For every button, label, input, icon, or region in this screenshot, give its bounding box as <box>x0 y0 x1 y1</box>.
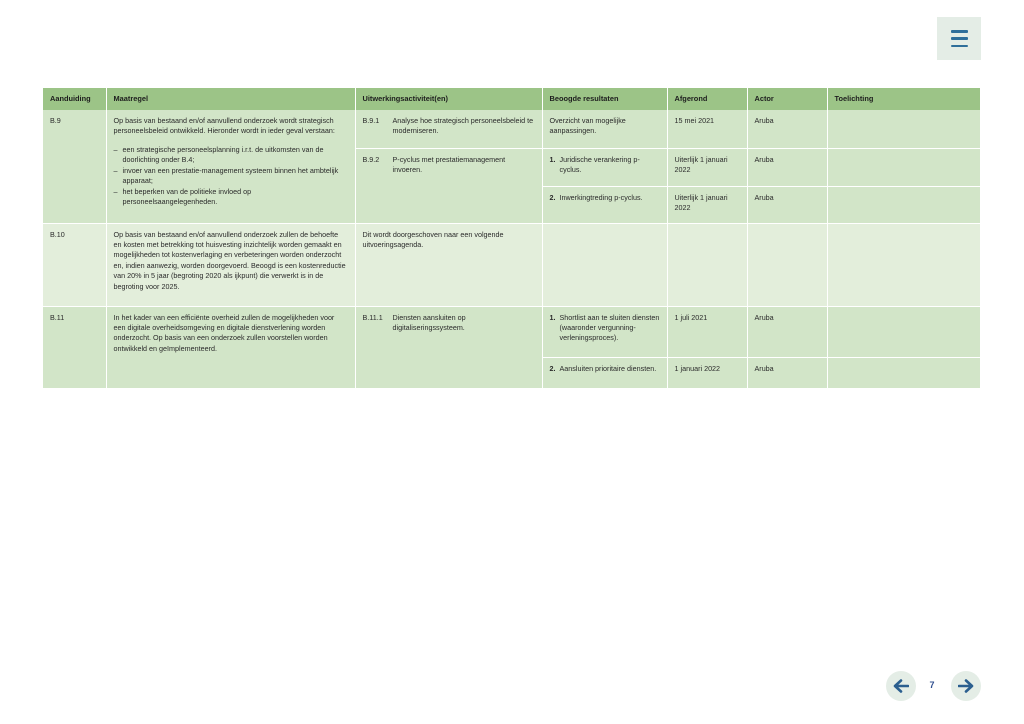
note-cell <box>827 186 980 223</box>
code-cell: B.9 <box>43 110 106 223</box>
actor-cell: Aruba <box>747 306 827 357</box>
activity-text: Diensten aansluiten op digitaliseringssysteem. <box>392 312 466 332</box>
result-cell: Overzicht van mogelijke aanpassingen. <box>542 110 667 148</box>
actor-cell: Aruba <box>747 110 827 148</box>
done-cell: 1 januari 2022 <box>667 357 747 388</box>
result-cell <box>542 223 667 306</box>
list-item: – een strategische personeelsplanning i.r.t. de uitkomsten van de doorlichting onder B.4; <box>114 145 348 166</box>
result-cell <box>542 186 667 223</box>
result-number: 2. <box>549 363 556 373</box>
measure-cell: Op basis van bestaand en/of aanvullend onderzoek zullen de behoefte en kosten met betrekking tot huisvesting inzichtelijk worden gemaakt en mogelijkheden tot kostenverlaging en verbeteringen worden onderzocht en, indien aanwezig, worden doorgevoerd. Beoogd is een kostenreductie van 20% in 5 jaar (begroting 2020 als ijkpunt) die verwerkt is in de begroting voor 2025. <box>106 223 355 306</box>
result-text: Inwerkingtreding p-cyclus. <box>559 192 643 202</box>
measure-list <box>114 145 348 208</box>
actor-cell: Aruba <box>747 186 827 223</box>
table-header-row <box>43 88 980 110</box>
page-number: 7 <box>929 680 935 690</box>
next-page-button[interactable] <box>951 671 981 701</box>
activity-cell <box>355 306 542 388</box>
note-cell <box>827 357 980 388</box>
arrow-left-icon <box>893 679 909 693</box>
table-row <box>43 110 980 148</box>
result-text: Aansluiten prioritaire diensten. <box>559 363 657 373</box>
measures-table <box>43 88 981 389</box>
actor-cell: Aruba <box>747 148 827 186</box>
arrow-right-icon <box>958 679 974 693</box>
actor-cell <box>747 223 827 306</box>
done-cell <box>667 223 747 306</box>
activity-cell <box>355 148 542 223</box>
code-cell: B.11 <box>43 306 106 388</box>
measure-text: Op basis van bestaand en/of aanvullend onderzoek wordt strategisch personeelsbeleid ontwikkeld. Hieronder wordt in ieder geval verstaan: <box>113 116 335 136</box>
done-cell: 15 mei 2021 <box>667 110 747 148</box>
header-toelichting: Toelichting <box>827 88 980 110</box>
result-text: Juridische verankering p-cyclus. <box>559 154 640 174</box>
menu-button[interactable] <box>937 17 981 60</box>
hamburger-menu-icon <box>951 30 968 47</box>
activity-number: B.9.2 <box>362 154 380 164</box>
table-row <box>43 306 980 357</box>
result-number: 1. <box>549 154 556 164</box>
done-cell: Uiterlijk 1 januari 2022 <box>667 148 747 186</box>
note-cell <box>827 148 980 186</box>
done-cell: Uiterlijk 1 januari 2022 <box>667 186 747 223</box>
result-number: 2. <box>549 192 556 202</box>
note-cell <box>827 306 980 357</box>
header-actor: Actor <box>747 88 827 110</box>
list-item: – invoer van een prestatie-management systeem binnen het ambtelijk apparaat; <box>114 166 348 187</box>
activity-text: P-cyclus met prestatiemanagement invoeren. <box>392 154 506 174</box>
header-uitwerkingsactiviteiten: Uitwerkingsactiviteit(en) <box>355 88 542 110</box>
measure-cell: In het kader van een efficiënte overheid zullen de mogelijkheden voor een digitale overheidsomgeving en digitale dienstverlening worden onderzocht. Op basis van een onderzoek zullen voorstellen worden ontwikkeld en geïmplementeerd. <box>106 306 355 388</box>
activity-cell: Dit wordt doorgeschoven naar een volgende uitvoeringsagenda. <box>355 223 542 306</box>
previous-page-button[interactable] <box>886 671 916 701</box>
header-beoogde-resultaten: Beoogde resultaten <box>542 88 667 110</box>
note-cell <box>827 110 980 148</box>
activity-number: B.9.1 <box>362 116 380 125</box>
header-aanduiding: Aanduiding <box>43 88 106 110</box>
list-item: – het beperken van de politieke invloed op personeelsaangelegenheden. <box>114 187 348 208</box>
result-text: Shortlist aan te sluiten diensten (waaronder vergunning-verleningsproces). <box>559 312 660 343</box>
result-number: 1. <box>549 312 556 322</box>
actor-cell: Aruba <box>747 357 827 388</box>
activity-number: B.11.1 <box>362 312 383 322</box>
done-cell: 1 juli 2021 <box>667 306 747 357</box>
measure-cell <box>106 110 355 223</box>
result-cell <box>542 357 667 388</box>
result-cell <box>542 148 667 186</box>
note-cell <box>827 223 980 306</box>
table-row <box>43 223 980 306</box>
header-maatregel: Maatregel <box>106 88 355 110</box>
code-cell: B.10 <box>43 223 106 306</box>
result-cell <box>542 306 667 357</box>
activity-cell <box>355 110 542 148</box>
header-afgerond: Afgerond <box>667 88 747 110</box>
activity-text: Analyse hoe strategisch personeelsbeleid te moderniseren. <box>392 116 534 136</box>
